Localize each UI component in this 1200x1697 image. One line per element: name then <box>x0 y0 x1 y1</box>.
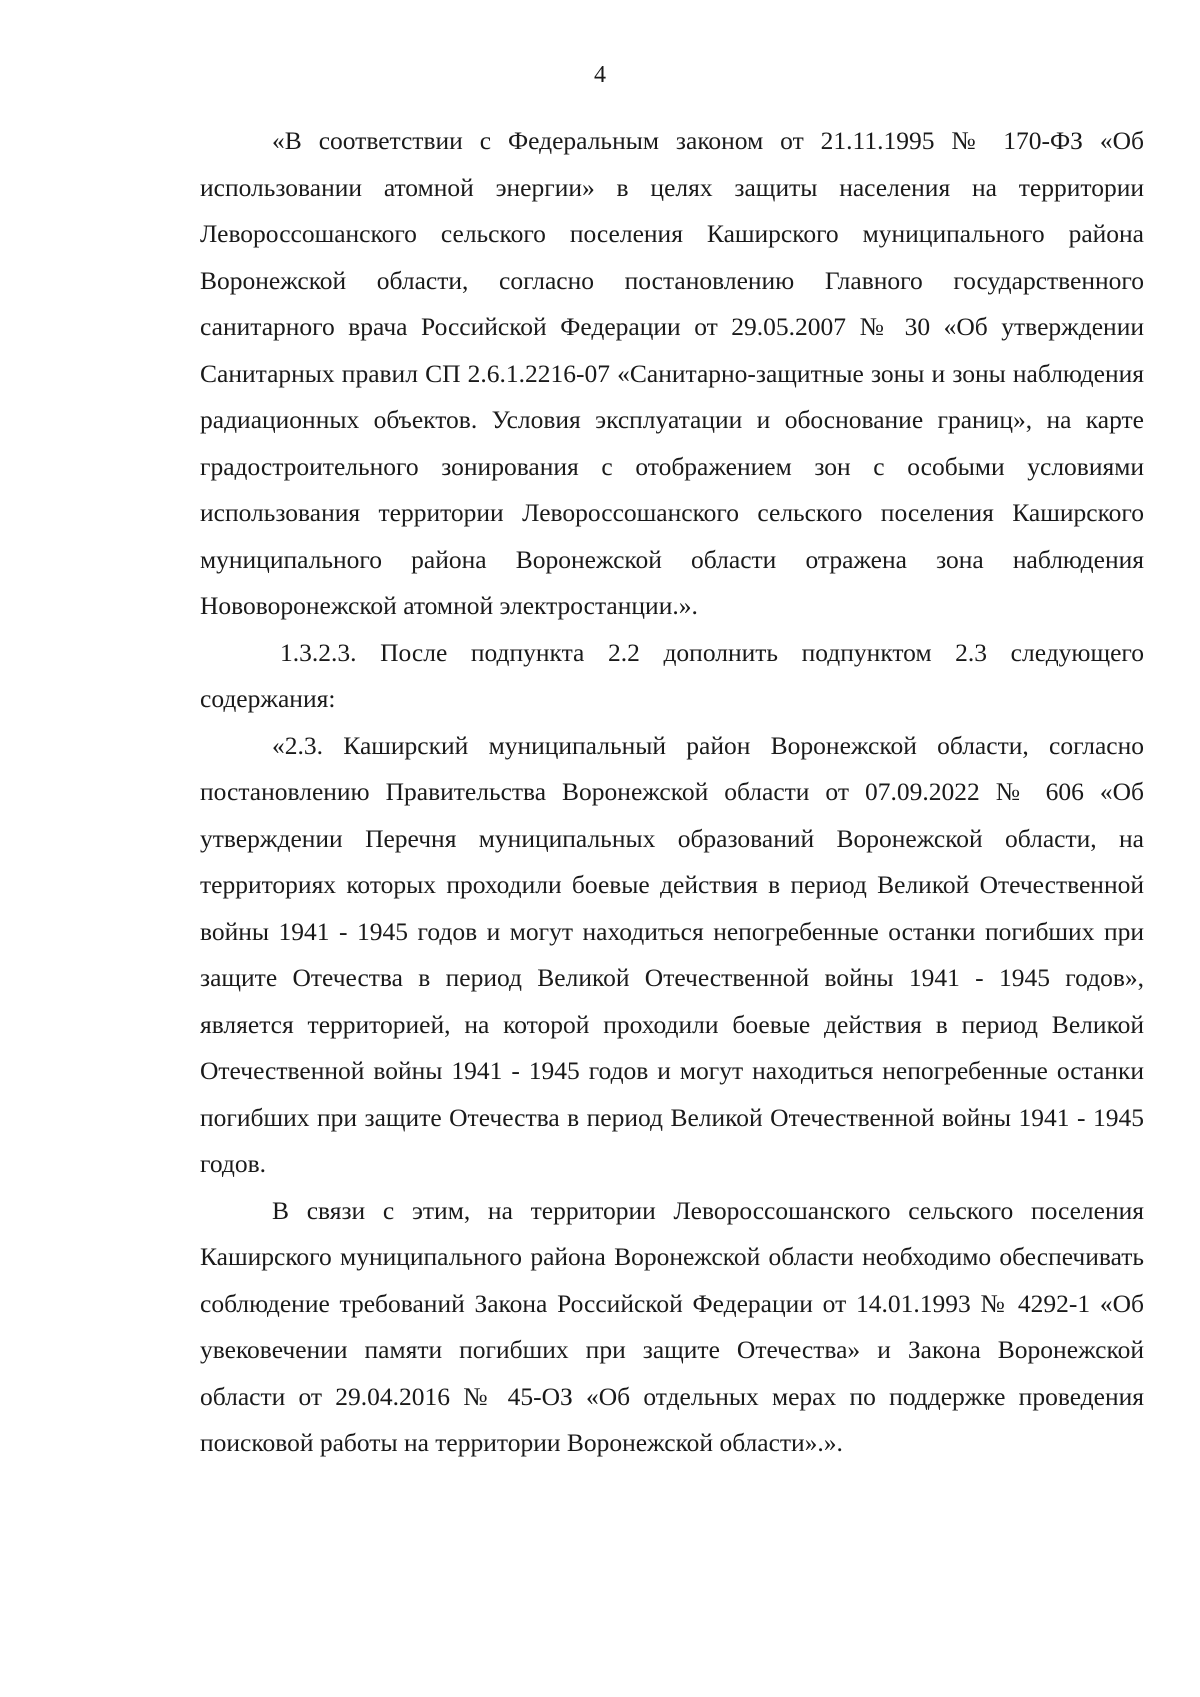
paragraph-subsection-2-3: «2.3. Каширский муниципальный район Воронежской области, согласно постановлению Правительства Воронежской области от 07.09.2022 № 606 «Об утверждении Перечня муниципальных образований Воронежской области, на территориях которых проходили боевые действия в период Великой Отечественной войны 1941 - 1945 годов и могут находиться непогребенные останки погибших при защите Отечества в период Великой Отечественной войны 1941 - 1945 годов», является территорией, на которой проходили боевые действия в период Великой Отечественной войны 1941 - 1945 годов и могут находиться непогребенные останки погибших при защите Отечества в период Великой Отечественной войны 1941 - 1945 годов. <box>200 730 1144 1178</box>
page-number: 4 <box>594 62 606 88</box>
document-body <box>200 118 1144 1467</box>
paragraph-amendment-item: 1.3.2.3. После подпункта 2.2 дополнить подпунктом 2.3 следующего содержания: <box>200 637 1144 713</box>
paragraph-requirements: В связи с этим, на территории Левороссошанского сельского поселения Каширского муниципального района Воронежской области необходимо обеспечивать соблюдение требований Закона Российской Федерации от 14.01.1993 № 4292-1 «Об увековечении памяти погибших при защите Отечества» и Закона Воронежской области от 29.04.2016 № 45-ОЗ «Об отдельных мерах по поддержке проведения поисковой работы на территории Воронежской области».». <box>200 1195 1144 1457</box>
paragraph-nuclear-observation-zone: «В соответствии с Федеральным законом от 21.11.1995 № 170-ФЗ «Об использовании атомной энергии» в целях защиты населения на территории Левороссошанского сельского поселения Каширского муниципального района Воронежской области, согласно постановлению Главного государственного санитарного врача Российской Федерации от 29.05.2007 № 30 «Об утверждении Санитарных правил СП 2.6.1.2216-07 «Санитарно-защитные зоны и зоны наблюдения радиационных объектов. Условия эксплуатации и обоснование границ», на карте градостроительного зонирования с отображением зон с особыми условиями использования территории Левороссошанского сельского поселения Каширского муниципального района Воронежской области отражена зона наблюдения Нововоронежской атомной электростанции.». <box>200 126 1144 620</box>
